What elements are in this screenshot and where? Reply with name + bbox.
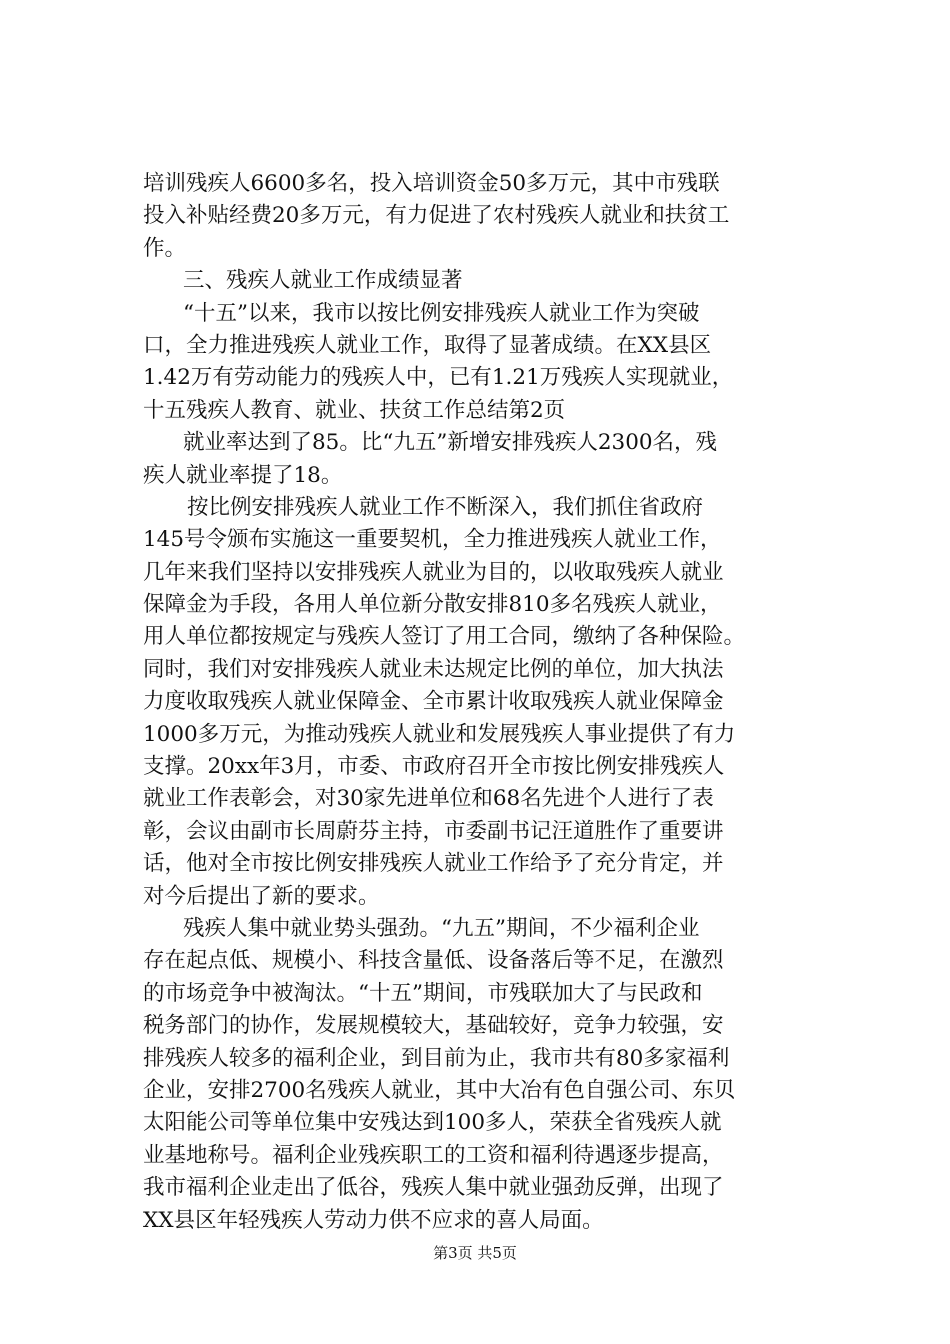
text-line: 同时，我们对安排残疾人就业未达规定比例的单位，加大执法 <box>143 656 724 682</box>
text-line: 145号令颁布实施这一重要契机，全力推进残疾人就业工作， <box>143 527 722 553</box>
text-line: 税务部门的协作，发展规模较大，基础较好，竞争力较强，安 <box>143 1013 724 1039</box>
text-line: 太阳能公司等单位集中安残达到100多人，荣获全省残疾人就 <box>143 1110 722 1136</box>
text-line: 支撑。20xx年3月，市委、市政府召开全市按比例安排残疾人 <box>143 754 725 780</box>
text-line: XX县区年轻残疾人劳动力供不应求的喜人局面。 <box>143 1207 604 1233</box>
text-line: 1000多万元，为推动残疾人就业和发展残疾人事业提供了有力 <box>143 721 736 747</box>
text-line: 存在起点低、规模小、科技含量低、设备落后等不足，在激烈 <box>143 948 724 974</box>
text-line: “十五”以来，我市以按比例安排残疾人就业工作为突破 <box>183 300 700 326</box>
text-line: 排残疾人较多的福利企业，到目前为止，我市共有80多家福利 <box>143 1045 730 1071</box>
text-line: 的市场竞争中被淘汰。“十五”期间，市残联加大了与民政和 <box>143 980 703 1006</box>
section-heading: 三、残疾人就业工作成绩显著 <box>183 268 463 294</box>
text-line: 力度收取残疾人就业保障金、全市累计收取残疾人就业保障金 <box>143 689 724 715</box>
text-line: 残疾人集中就业势头强劲。“九五”期间，不少福利企业 <box>183 915 700 941</box>
document-body <box>143 168 808 1237</box>
text-line: 就业工作表彰会，对30家先进单位和68名先进个人进行了表 <box>143 786 714 812</box>
text-line: 业基地称号。福利企业残疾职工的工资和福利待遇逐步提高， <box>143 1142 724 1168</box>
text-line: 1.42万有劳动能力的残疾人中，已有1.21万残疾人实现就业， <box>143 365 734 391</box>
text-line: 疾人就业率提了18。 <box>143 462 343 488</box>
text-line: 作。 <box>143 235 187 261</box>
text-line: 用人单位都按规定与残疾人签订了用工合同，缴纳了各种保险。 <box>143 624 746 650</box>
text-line: 十五残疾人教育、就业、扶贫工作总结第2页 <box>143 397 566 423</box>
text-line: 对今后提出了新的要求。 <box>143 883 380 909</box>
text-line: 投入补贴经费20多万元，有力促进了农村残疾人就业和扶贫工 <box>143 203 730 229</box>
text-line: 就业率达到了85。比“九五”新增安排残疾人2300名，残 <box>183 430 718 456</box>
text-line: 我市福利企业走出了低谷，残疾人集中就业强劲反弹，出现了 <box>143 1175 724 1201</box>
text-line: 几年来我们坚持以安排残疾人就业为目的，以收取残疾人就业 <box>143 559 724 585</box>
text-line: 口，全力推进残疾人就业工作，取得了显著成绩。在XX县区 <box>143 332 712 358</box>
page-total: 共5页 <box>477 1244 517 1262</box>
text-line: 话，他对全市按比例安排残疾人就业工作给予了充分肯定，并 <box>143 851 724 877</box>
page-footer <box>0 1243 950 1263</box>
text-line: 按比例安排残疾人就业工作不断深入，我们抓住省政府 <box>187 494 704 520</box>
text-line: 彰，会议由副市长周蔚芬主持，市委副书记汪道胜作了重要讲 <box>143 818 724 844</box>
text-line: 企业，安排2700名残疾人就业，其中大冶有色自强公司、东贝 <box>143 1077 736 1103</box>
page-number: 第3页 <box>433 1244 473 1262</box>
text-line: 培训残疾人6600多名，投入培训资金50多万元，其中市残联 <box>143 171 720 196</box>
text-line: 保障金为手段，各用人单位新分散安排810多名残疾人就业， <box>143 592 722 618</box>
